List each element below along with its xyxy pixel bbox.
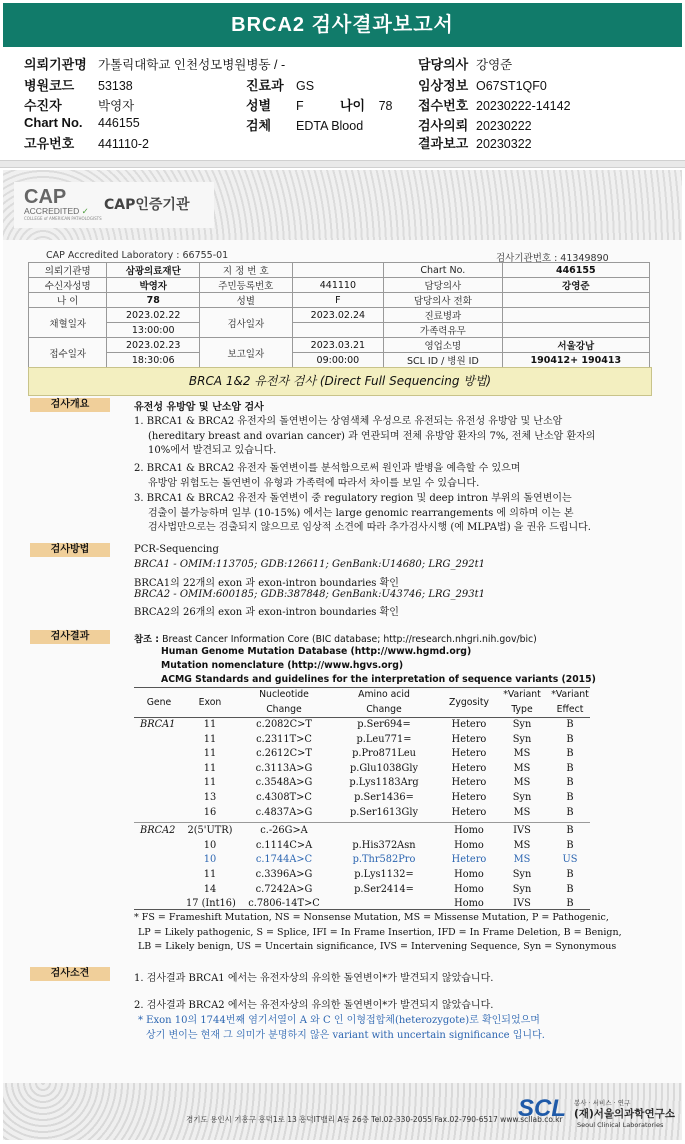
header-age: 나이 78 [340,98,393,113]
conclusion-line: 상기 변이는 현재 그 의미가 분명하지 않은 variant with uncertain significance 입니다. [146,1030,545,1041]
variant-zyg: Hetero [451,777,487,789]
info-cell [292,323,384,338]
conclusion-line: 2. 검사결과 BRCA2 에서는 유전자상의 유의한 돌연변이*가 발견되지 않았습니다. [134,1000,494,1011]
info-cell: 2023.02.23 [107,338,200,353]
section-label-overview: 검사개요 [30,398,110,412]
variant-nuc: c.4308T>C [256,792,312,803]
info-cell: 2023.02.24 [292,308,384,323]
header-field-key: Chart No. [24,115,83,130]
header-field-key: 수진자 [24,98,62,113]
variant-type: MS [513,777,531,789]
variant-gene: BRCA1 [140,719,176,730]
info-cell: 서울강남 [502,338,649,353]
variant-effect: B [566,762,574,774]
column-header: Change [366,704,402,715]
header-field [24,133,149,152]
cap-logo: CAP [24,186,67,208]
header-field [418,54,512,73]
variant-nuc: c.2612C>T [256,748,312,760]
reference-line: 참조 : Breast Cancer Information Core (BIC database; http://research.nhgri.nih.gov/bic) [134,634,537,645]
header-field-value: 20230222 [476,119,532,133]
info-cell: 190412+ 190413 [502,353,649,368]
reference-line: ACMG Standards and guidelines for the interpretation of sequence variants (2015) [161,674,596,685]
column-header: *Variant [551,689,589,700]
variant-aa: p.His372Asn [352,839,416,851]
variant-exon: 11 [203,762,217,774]
column-header: *Variant [503,689,541,700]
variant-nuc: c.7242A>G [255,883,313,895]
column-header: Exon [198,697,222,708]
info-cell: 2023.03.21 [292,338,384,353]
info-cell: 박영자 [107,278,200,293]
variant-aa: p.Thr582Pro [352,854,416,866]
header-field-value: F [296,99,304,113]
overview-line: 2. BRCA1 & BRCA2 유전자 돌연변이를 분석함으로써 원인과 발병을 예측할 수 있으며 [134,463,521,474]
method-line: PCR-Sequencing [134,544,219,555]
header-field [418,75,547,94]
header-field-key: 성별 [246,98,272,113]
variant-zyg: Homo [454,825,484,837]
variant-type: Syn [512,869,532,880]
variant-nuc: c.-26G>A [260,825,308,837]
variant-effect: B [566,883,574,895]
variant-exon: 11 [203,777,217,789]
variant-zyg: Homo [454,839,484,851]
info-cell: 2023.02.22 [107,308,200,323]
variant-nuc: c.3548A>G [255,777,313,789]
header-field [418,115,532,134]
info-cell: 담당의사 [384,278,502,293]
variant-nuc: c.1114C>A [255,839,313,851]
header-field-key: 접수번호 [418,98,469,113]
variant-exon: 14 [203,883,217,895]
header-field [24,54,285,73]
header-field [24,75,133,94]
info-cell: 채혈일자 [29,308,107,338]
variant-effect: B [566,898,574,910]
overview-heading: 유전성 유방암 및 난소암 검사 [134,402,264,413]
variant-effect: B [566,792,574,803]
variant-effect: B [566,719,574,730]
variant-exon: 11 [203,733,217,745]
variant-nuc: c.4837A>G [255,806,313,818]
info-cell: 18:30:06 [107,353,200,368]
variant-aa: p.Glu1038Gly [349,762,419,774]
scl-logo: SCL [518,1095,566,1122]
footer-address: 경기도 용인시 기흥구 흥덕1로 13 흥덕IT밸리 A동 26층 Tel.02-330-2055 Fax.02-790-6517 www.scllab.co.kr [186,1115,563,1124]
variant-exon: 11 [203,719,217,730]
cap-college: COLLEGE of AMERICAN PATHOLOGISTS [24,216,102,221]
variant-gene: BRCA2 [140,825,176,837]
variant-effect: B [566,869,574,880]
info-cell: Chart No. [384,263,502,278]
variant-nuc: c.7806-14T>C [248,898,320,910]
overview-line: 1. BRCA1 & BRCA2 유전자의 돌연변이는 상염색체 우성으로 유전되는 유전성 유방암 및 난소암 [134,416,563,427]
cap-accredited: ACCREDITED ✓ [24,206,89,216]
variant-zyg: Hetero [451,854,487,866]
variant-zyg: Hetero [451,762,487,774]
column-header: Amino acid [358,689,410,700]
header-field-key: 병원코드 [24,78,75,93]
method-line: BRCA2 - OMIM:600185; GDB:387848; GenBank:U43746; LRG_293t1 [134,589,485,600]
section-divider [0,160,685,168]
variant-aa: p.Ser2414= [354,883,414,895]
variant-zyg: Hetero [451,719,487,730]
scl-tagline: 봉사 · 서비스 · 연구 [574,1099,631,1107]
variant-effect: B [566,825,574,837]
info-cell: 검사일자 [200,308,293,338]
info-cell: 영업소명 [384,338,502,353]
cap-label: CAP인증기관 [104,197,190,213]
variant-effect: B [566,839,574,851]
scl-name-english: Seoul Clinical Laboratories [577,1121,664,1129]
variant-type: MS [513,762,531,774]
variant-effect: US [562,854,578,866]
header-field [418,95,571,114]
variant-exon: 10 [203,854,217,866]
variant-nuc: c.3113A>G [255,762,313,774]
variant-zyg: Homo [454,898,484,910]
header-field-key: 고유번호 [24,136,75,151]
variant-aa: p.Leu771= [356,733,412,745]
header-field-key: 검체 [246,118,272,133]
variant-exon: 2(5'UTR) [187,825,233,837]
variant-zyg: Homo [454,869,484,880]
overview-line: (hereditary breast and ovarian cancer) 과 연관되며 전체 유방암 환자의 7%, 전체 난소암 환자의 [148,431,596,442]
info-cell: SCL ID / 병원 ID [384,353,502,368]
column-header: Zygosity [448,697,490,708]
info-cell: 지 정 번 호 [200,263,293,278]
header-field [418,133,532,152]
header-field-value: 446155 [98,116,140,130]
info-cell: 78 [107,293,200,308]
variant-exon: 11 [203,748,217,760]
info-cell: 09:00:00 [292,353,384,368]
info-cell: 주민등록번호 [200,278,293,293]
variant-type: MS [513,854,531,866]
lab-number: CAP Accredited Laboratory : 66755-01 [46,250,229,261]
info-cell: 진료병과 [384,308,502,323]
header-field-key: 결과보고 [418,136,469,151]
variant-zyg: Hetero [451,748,487,760]
variant-zyg: Homo [454,883,484,895]
info-cell: 446155 [502,263,649,278]
note-line: LP = Likely pathogenic, S = Splice, IFI = In Frame Insertion, IFD = In Frame Deletion, B = Benign, [138,927,622,938]
info-cell: 수신자성명 [29,278,107,293]
variant-type: IVS [513,825,531,837]
header-field-value: GS [296,79,315,93]
header-field [246,95,304,114]
overview-line: 3. BRCA1 & BRCA2 유전자 돌연변이 중 regulatory region 및 deep intron 부위의 돌연변이는 [134,493,572,504]
table-rule-header [134,717,590,718]
overview-line: 검출이 불가능하며 일부 (10-15%) 에서는 large genomic rearrangements 에 의하며 이는 본 [148,508,574,519]
info-cell: F [292,293,384,308]
header-field-value: 가톨릭대학교 인천성모병원병동 / - [98,58,286,72]
info-cell: 접수일자 [29,338,107,368]
variant-type: Syn [512,792,532,803]
header-field-value: 20230322 [476,137,532,151]
variant-exon: 10 [203,839,217,851]
info-cell: 보고일자 [200,338,293,368]
column-header: Type [511,704,533,715]
variant-exon: 17 (Int16) [186,898,236,910]
info-cell: 441110 [292,278,384,293]
header-field-value: EDTA Blood [296,119,364,133]
variant-exon: 11 [203,869,217,880]
header-field-key: 검사의뢰 [418,118,469,133]
variant-effect: B [566,748,574,760]
info-cell: 강영준 [502,278,649,293]
variant-zyg: Hetero [451,733,487,745]
variant-aa: p.Ser694= [357,719,411,730]
variant-effect: B [566,777,574,789]
column-header: Nucleotide [259,689,309,700]
note-line: LB = Likely benign, US = Uncertain significance, IVS = Intervening Sequence, Syn = Synonymous [138,941,617,952]
report-title: BRCA2 검사결과보고서 [3,3,682,47]
variant-effect: B [566,733,574,745]
variant-type: Syn [512,719,532,730]
header-field-key: 임상정보 [418,78,469,93]
column-header: Effect [556,704,584,715]
info-cell: 가족력유무 [384,323,502,338]
header-field [24,95,134,114]
variant-exon: 16 [203,806,217,818]
method-line: BRCA1 - OMIM:113705; GDB:126611; GenBank:U14680; LRG_292t1 [134,559,485,570]
column-header: Change [266,704,302,715]
header-field-key: 진료과 [246,78,284,93]
variant-type: MS [513,839,531,851]
overview-line: 10%에서 발견되고 있습니다. [148,445,277,456]
variant-effect: B [566,806,574,818]
info-cell: 삼광의료재단 [107,263,200,278]
reference-line: Mutation nomenclature (http://www.hgvs.org) [161,660,404,671]
header-field [246,115,363,134]
header-field-value: 강영준 [476,58,513,72]
conclusion-line: * Exon 10의 1744번째 염기서열이 A 와 C 인 이형접합체(heterozygote)로 확인되었으며 [138,1015,540,1026]
variant-nuc: c.2311T>C [256,733,312,745]
variant-exon: 13 [203,792,217,803]
table-rule-top [134,687,590,688]
header-field-value: 441110-2 [98,137,149,151]
column-header: Gene [146,697,172,708]
header-field-value: 20230222-14142 [476,99,571,113]
section-label-conclusion: 검사소견 [30,967,110,981]
variant-zyg: Hetero [451,806,487,818]
variant-type: MS [513,748,531,760]
conclusion-line: 1. 검사결과 BRCA1 에서는 유전자상의 유의한 돌연변이*가 발견되지 않았습니다. [134,973,494,984]
reference-line: Human Genome Mutation Database (http://www.hgmd.org) [161,646,472,657]
variant-aa: p.Ser1613Gly [349,806,418,818]
scl-name: (재)서울의과학연구소 [574,1108,675,1120]
variant-aa: p.Lys1132= [354,869,414,880]
method-line: BRCA1의 22개의 exon 과 exon-intron boundaries 확인 [134,578,399,589]
table-rule-group [134,822,590,823]
variant-aa: p.Ser1436= [354,792,414,803]
variant-nuc: c.1744A>C [255,854,313,866]
variant-aa: p.Pro871Leu [352,748,416,760]
header-field-key: 담당의사 [418,57,469,72]
method-line: BRCA2의 26개의 exon 과 exon-intron boundaries 확인 [134,607,399,618]
header-field-key: 의뢰기관명 [24,57,87,72]
info-cell [292,263,384,278]
variant-zyg: Hetero [451,792,487,803]
note-line: * FS = Frameshift Mutation, NS = Nonsense Mutation, MS = Missense Mutation, P = Pathogenic, [134,912,609,923]
patient-info-table [28,262,650,368]
exam-number: 검사기관번호 : 41349890 [496,253,609,264]
info-cell [502,323,649,338]
test-title: BRCA 1&2 유전자 검사 (Direct Full Sequencing 방법) [28,367,652,396]
info-cell: 의뢰기관명 [29,263,107,278]
header-field-value: 박영자 [98,99,135,113]
overview-line: 검사법만으로는 검출되지 않으므로 임상적 소견에 따라 추가검사시행 (예 MLPA법) 을 권유 드립니다. [148,522,591,533]
info-cell: 담당의사 전화 [384,293,502,308]
info-cell: 나 이 [29,293,107,308]
section-label-result: 검사결과 [30,630,110,644]
overview-line: 유방암 위험도는 돌연변이 유형과 가족력에 따라서 차이를 보일 수 있습니다. [148,478,480,489]
info-cell [502,293,649,308]
header-field [246,75,314,94]
variant-type: IVS [513,898,531,910]
variant-nuc: c.3396A>G [255,869,313,880]
info-cell [502,308,649,323]
info-cell: 성별 [200,293,293,308]
info-cell: 13:00:00 [107,323,200,338]
section-label-method: 검사방법 [30,543,110,557]
variant-aa: p.Lys1183Arg [349,777,419,789]
variant-type: Syn [512,733,532,745]
header-field-value: O67ST1QF0 [476,79,547,93]
header-field-value: 53138 [98,79,133,93]
variant-type: MS [513,806,531,818]
variant-nuc: c.2082C>T [256,719,312,730]
variant-type: Syn [512,883,532,895]
header-field [24,115,140,130]
